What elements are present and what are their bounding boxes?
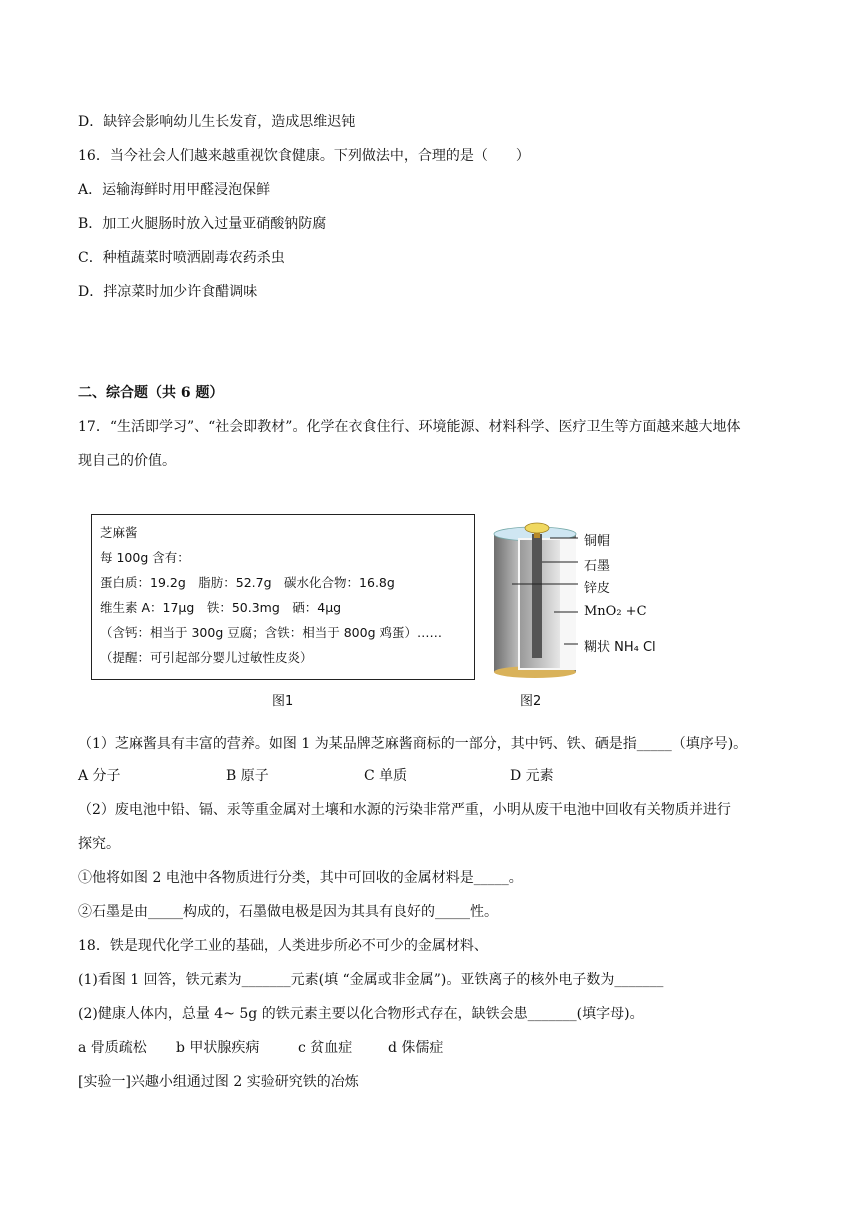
question-17-cont: 现自己的价值。 [78,453,176,469]
q17-option-a: A 分子 [78,768,121,784]
q17-part2-sub1: ①他将如图 2 电池中各物质进行分类，其中可回收的金属材料是_____。 [78,870,523,886]
experiment-1: [实验一]兴趣小组通过图 2 实验研究铁的冶炼 [78,1074,359,1090]
copper-cap [525,523,549,533]
q17-part1: （1）芝麻酱具有丰富的营养。如图 1 为某品牌芝麻酱商标的一部分，其中钙、铁、硒是指_____（填序号)。 [78,736,748,752]
question-16: 16．当今社会人们越来越重视饮食健康。下列做法中，合理的是（ ） [78,148,530,164]
label-nh4cl: 糊状 NH₄ Cl [584,640,656,655]
q17-option-b: B 原子 [226,768,269,784]
q17-part2-sub2: ②石墨是由_____构成的，石墨做电极是因为其具有良好的_____性。 [78,904,498,920]
graphite-rod [532,534,542,658]
label-mno2: MnO₂ +C [584,604,647,619]
label-note: （含钙：相当于 300g 豆腐；含铁：相当于 800g 鸡蛋）…… [100,625,442,640]
figure1-caption: 图1 [272,694,294,709]
q17-part2-cont: 探究。 [78,836,120,852]
q17-option-c: C 单质 [364,768,408,784]
section-heading: 二、综合题（共 6 题） [78,385,224,401]
label-graphite: 石墨 [584,559,611,574]
q18-option-d: d 侏儒症 [388,1040,444,1056]
q18-option-b: b 甲状腺疾病 [176,1040,260,1056]
q16-option-d: D．拌凉菜时加少许食醋调味 [78,284,258,300]
q18-part1: (1)看图 1 回答，铁元素为_______元素(填 “金属或非金属”)。亚铁离子的核外电子数为_______ [78,972,664,988]
sesame-paste-label-box [91,514,475,680]
label-copper-cap: 铜帽 [584,534,611,549]
figure2-caption: 图2 [520,694,542,709]
q18-option-a: a 骨质疏松 [78,1040,147,1056]
question-17: 17．“生活即学习”、“社会即教材”。化学在衣食住行、环境能源、材料科学、医疗卫生等方面越来越大地体 [78,419,741,435]
label-title: 芝麻酱 [100,525,138,540]
q16-option-a: A．运输海鲜时用甲醛浸泡保鲜 [78,182,271,198]
option-d-line: D．缺锌会影响幼儿生长发育，造成思维迟钝 [78,114,356,130]
q17-part2: （2）废电池中铅、镉、汞等重金属对土壤和水源的污染非常严重，小明从废干电池中回收有关物质并进行 [78,802,731,818]
question-18: 18．铁是现代化学工业的基础，人类进步所必不可少的金属材料、 [78,938,488,954]
q17-option-d: D 元素 [510,768,554,784]
battery-diagram [488,522,588,682]
label-zinc: 锌皮 [584,581,611,596]
q16-option-c: C．种植蔬菜时喷洒剧毒农药杀虫 [78,250,285,266]
label-per: 每 100g 含有： [100,550,190,565]
label-warning: （提醒：可引起部分婴儿过敏性皮炎） [100,650,313,665]
label-vitamins: 维生素 A：17μg 铁：50.3mg 硒：4μg [100,600,342,615]
q18-option-c: c 贫血症 [298,1040,353,1056]
label-nutrients: 蛋白质：19.2g 脂肪：52.7g 碳水化合物：16.8g [100,575,395,590]
q18-part2: (2)健康人体内，总量 4~ 5g 的铁元素主要以化合物形式存在，缺铁会患_______(填字母)。 [78,1006,644,1022]
q16-option-b: B．加工火腿肠时放入过量亚硝酸钠防腐 [78,216,327,232]
